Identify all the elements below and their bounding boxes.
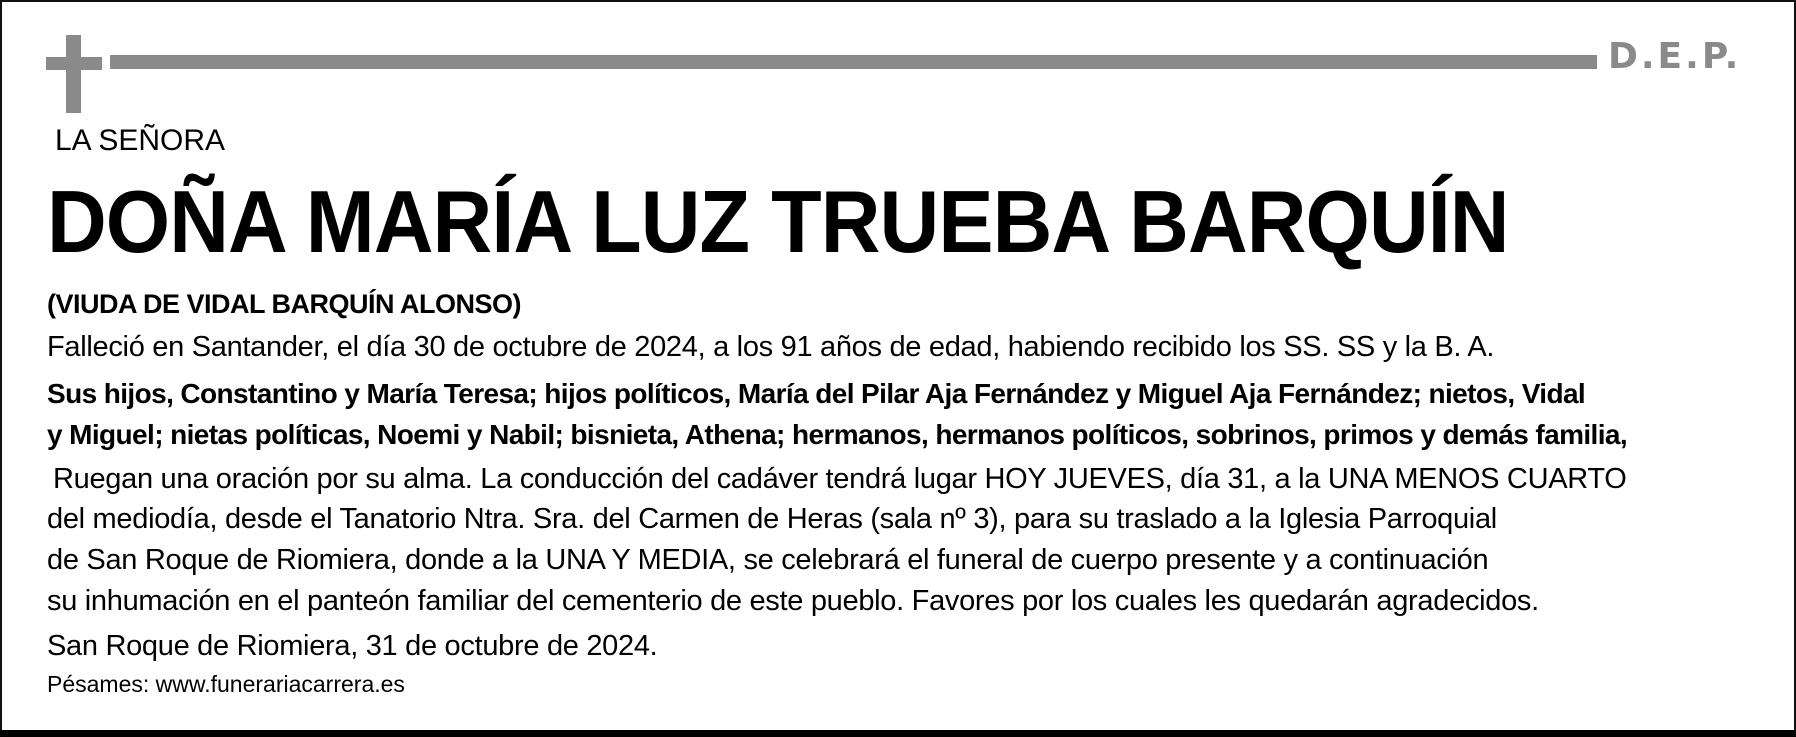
dep-label: D.E.P. [1608, 36, 1742, 77]
bottom-border [0, 730, 1796, 737]
condolences-link[interactable]: Pésames: www.funerariacarrera.es [47, 671, 405, 697]
family-line: y Miguel; nietas políticas, Noemi y Nabil; bisnieta, Athena; hermanos, hermanos políticos, sobrinos, primos y demás familia, [47, 419, 1628, 450]
request-line: Ruegan una oración por su alma. La conducción del cadáver tendrá lugar HOY JUEVES, día 31, a la UNA MENOS CUARTO [53, 463, 1627, 495]
widow-note: (VIUDA DE VIDAL BARQUÍN ALONSO) [47, 289, 522, 319]
place-date: San Roque de Riomiera, 31 de octubre de 2024. [47, 630, 658, 662]
death-line: Falleció en Santander, el día 30 de octubre de 2024, a los 91 años de edad, habiendo recibido los SS. SS y la B. A. [47, 331, 1495, 363]
deceased-name: DOÑA MARÍA LUZ TRUEBA BARQUÍN [47, 172, 1509, 271]
cross-icon [46, 35, 102, 113]
header-rule [110, 55, 1597, 69]
request-line: de San Roque de Riomiera, donde a la UNA Y MEDIA, se celebrará el funeral de cuerpo presente y a continuación [47, 544, 1489, 576]
honorific: LA SEÑORA [55, 124, 226, 157]
request-line: su inhumación en el panteón familiar del cementerio de este pueblo. Favores por los cuales les quedarán agradecidos. [47, 585, 1539, 617]
family-line: Sus hijos, Constantino y María Teresa; hijos políticos, María del Pilar Aja Fernández y Miguel Aja Fernández; nietos, Vidal [47, 378, 1586, 409]
request-line: del mediodía, desde el Tanatorio Ntra. Sra. del Carmen de Heras (sala nº 3), para su traslado a la Iglesia Parroquial [47, 503, 1497, 535]
